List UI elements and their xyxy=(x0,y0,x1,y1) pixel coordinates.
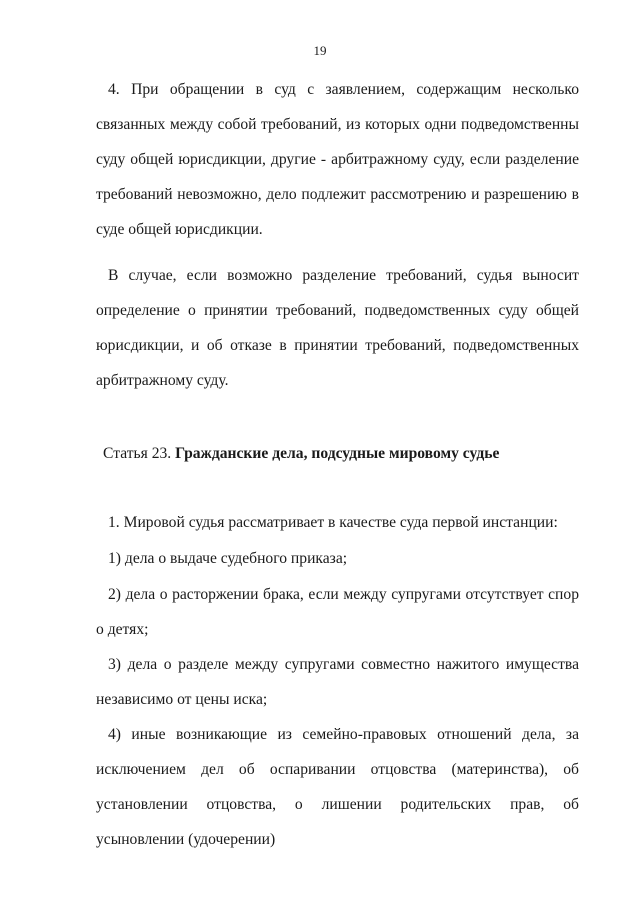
article-heading xyxy=(103,444,579,464)
article-label: Статья 23. xyxy=(103,445,172,462)
item-2: 2) дела о расторжении брака, если между супругами отсутствует спор о детях; xyxy=(96,586,579,638)
paragraph-separation: В случае, если возможно разделение требований, судья выносит определение о принятии требований, подведомственных суду общей юрисдикции, и об отказе в принятии требований, подведомственных арбитражному суду. xyxy=(96,267,579,389)
paragraph-1: 1. Мировой судья рассматривает в качестве суда первой инстанции: xyxy=(108,514,558,531)
item-1: 1) дела о выдаче судебного приказа; xyxy=(108,550,348,567)
item-4: 4) иные возникающие из семейно-правовых отношений дела, за исключением дел об оспаривании отцовства (материнства), об установлении отцовства, о лишении родительских прав, об усыновлении (удочерении) xyxy=(96,726,579,848)
paragraph-4: 4. При обращении в суд с заявлением, содержащим несколько связанных между собой требований, из которых одни подведомственны суду общей юрисдикции, другие - арбитражному суду, если разделение требований невозможно, дело подлежит рассмотрению и разрешению в суде общей юрисдикции. xyxy=(96,81,579,238)
item-3: 3) дела о разделе между супругами совместно нажитого имущества независимо от цены иска; xyxy=(96,656,579,708)
article-title: Гражданские дела, подсудные мировому судье xyxy=(175,445,500,462)
page-number: 19 xyxy=(313,43,327,58)
